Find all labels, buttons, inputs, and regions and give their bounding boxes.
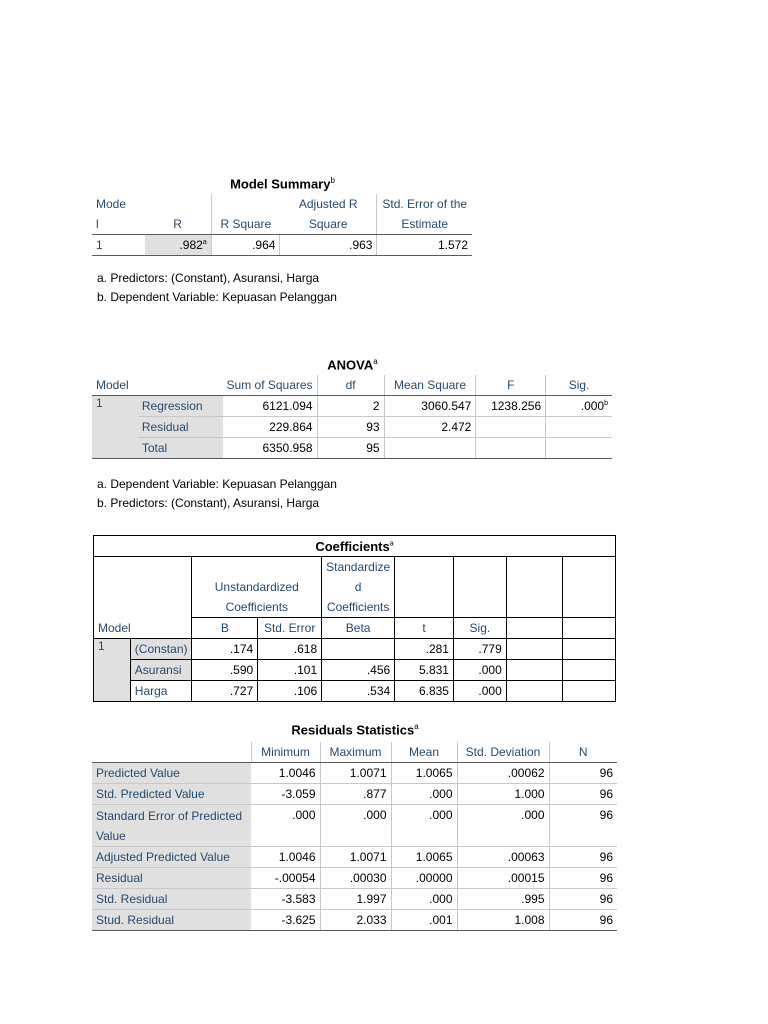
model-summary-notes [97, 269, 337, 307]
residuals-title: Residuals Statistics$^a$ [291, 722, 419, 738]
coefficients-table [93, 535, 616, 702]
cell-se-harga: .106 [258, 681, 322, 702]
header-model: Model [94, 618, 192, 639]
cell-min: 1.0046 [251, 847, 320, 868]
cell-sig-residual [546, 417, 612, 438]
cell-ss-total: 6350.958 [223, 438, 318, 459]
cell-b-harga: .727 [192, 681, 258, 702]
row-label-std-predicted-value: Std. Predicted Value [92, 784, 251, 805]
header-t: t [395, 618, 454, 639]
cell-beta-harga: .534 [322, 681, 395, 702]
cell-sd: .00015 [457, 868, 549, 889]
cell-r-square: .964 [211, 235, 280, 256]
cell-ss-residual: 229.864 [223, 417, 318, 438]
row-label-asuransi: Asuransi [130, 660, 192, 681]
header-r-square: R Square [211, 214, 280, 235]
cell-df-total: 95 [317, 438, 384, 459]
cell-max: 1.997 [320, 889, 391, 910]
cell-sd: .00062 [457, 763, 549, 784]
cell-f-residual [476, 417, 546, 438]
cell-n: 96 [549, 847, 617, 868]
table-row [92, 847, 617, 868]
row-label-adjusted-predicted-value: Adjusted Predicted Value [92, 847, 251, 868]
header-sig: Sig. [546, 375, 612, 396]
cell-max: 1.0071 [320, 763, 391, 784]
header-sum-of-squares: Sum of Squares [223, 375, 318, 396]
header-r: R [145, 214, 212, 235]
cell-f-total [476, 438, 546, 459]
cell-se-constant: .618 [258, 639, 322, 660]
model-summary-title: Model Summary$^b$ [230, 176, 335, 192]
cell-r: .982$^a$ [145, 235, 212, 256]
header-adj-r-line1: Adjusted R [298, 197, 358, 211]
anova-notes [97, 475, 337, 513]
residuals-table [92, 742, 617, 931]
table-row [92, 889, 617, 910]
header-mean-square: Mean Square [384, 375, 476, 396]
table-row [92, 763, 617, 784]
cell-max: .00030 [320, 868, 391, 889]
table-row [92, 868, 617, 889]
header-std-deviation: Std. Deviation [457, 742, 549, 763]
cell-sig-constant: .779 [453, 639, 506, 660]
row-label-harga: Harga [130, 681, 192, 702]
cell-max: .000 [320, 805, 391, 847]
anova-title: ANOVA$^a$ [327, 357, 378, 373]
cell-ms-residual: 2.472 [384, 417, 476, 438]
header-unstandardized: Unstandardized Coefficients [192, 557, 322, 618]
cell-sd: .000 [457, 805, 549, 847]
row-label-total: Total [138, 438, 223, 459]
cell-n: 96 [549, 763, 617, 784]
cell-n: 96 [549, 868, 617, 889]
note-b: b. Dependent Variable: Kepuasan Pelanggan [97, 290, 337, 304]
cell-mean: 1.0065 [391, 763, 457, 784]
table-row [92, 805, 617, 847]
anova-model-number: 1 [92, 396, 138, 459]
cell-n: 96 [549, 889, 617, 910]
row-label-residual: Residual [92, 868, 251, 889]
header-std-error-line1: Std. Error of the [377, 194, 472, 214]
cell-n: 96 [549, 910, 617, 931]
table-row [92, 784, 617, 805]
note-b: b. Predictors: (Constant), Asuransi, Harga [97, 496, 320, 510]
cell-se-asuransi: .101 [258, 660, 322, 681]
header-std-error: Std. Error [258, 618, 322, 639]
cell-sig-total [546, 438, 612, 459]
cell-t-asuransi: 5.831 [395, 660, 454, 681]
table-row [92, 910, 617, 931]
cell-mean: .000 [391, 784, 457, 805]
coef-model-number: 1 [94, 639, 131, 702]
header-adj-r-line2: Square [280, 214, 377, 235]
note-a: a. Predictors: (Constant), Asuransi, Harga [97, 271, 320, 285]
header-model-line2: l [92, 214, 145, 235]
header-b: B [192, 618, 258, 639]
cell-f-regression: 1238.256 [476, 396, 546, 417]
header-minimum: Minimum [251, 742, 320, 763]
cell-sig-asuransi: .000 [453, 660, 506, 681]
cell-n: 96 [549, 805, 617, 847]
cell-max: 1.0071 [320, 847, 391, 868]
cell-min: -3.059 [251, 784, 320, 805]
cell-sd: 1.008 [457, 910, 549, 931]
cell-sd: 1.000 [457, 784, 549, 805]
cell-mean: .001 [391, 910, 457, 931]
cell-t-harga: 6.835 [395, 681, 454, 702]
cell-ms-total [384, 438, 476, 459]
cell-mean: 1.0065 [391, 847, 457, 868]
cell-max: .877 [320, 784, 391, 805]
row-model: 1 [92, 235, 145, 256]
cell-min: .000 [251, 805, 320, 847]
cell-sig-regression: .000$^b$ [546, 396, 612, 417]
header-sig: Sig. [453, 618, 506, 639]
cell-mean: .000 [391, 805, 457, 847]
cell-beta-asuransi: .456 [322, 660, 395, 681]
row-label-predicted-value: Predicted Value [92, 763, 251, 784]
cell-t-constant: .281 [395, 639, 454, 660]
row-label-constant: (Constan) [130, 639, 192, 660]
cell-df-regression: 2 [317, 396, 384, 417]
header-standardized: Standardize d Coefficients [322, 557, 395, 618]
row-label-stud-residual: Stud. Residual [92, 910, 251, 931]
header-model: Model [92, 375, 138, 396]
row-label-std-residual: Std. Residual [92, 889, 251, 910]
anova-table [92, 375, 612, 459]
cell-std-error: 1.572 [377, 235, 472, 256]
cell-min: -3.583 [251, 889, 320, 910]
cell-mean: .00000 [391, 868, 457, 889]
cell-df-residual: 93 [317, 417, 384, 438]
row-label-regression: Regression [138, 396, 223, 417]
cell-min: 1.0046 [251, 763, 320, 784]
header-df: df [317, 375, 384, 396]
cell-beta-constant [322, 639, 395, 660]
coefficients-title: Coefficients$^a$ [94, 536, 616, 557]
model-summary-table [92, 194, 472, 256]
header-std-error-line2: Estimate [377, 214, 472, 235]
cell-min: -3.625 [251, 910, 320, 931]
note-a: a. Dependent Variable: Kepuasan Pelanggan [97, 477, 337, 491]
cell-mean: .000 [391, 889, 457, 910]
header-f: F [476, 375, 546, 396]
cell-ss-regression: 6121.094 [223, 396, 318, 417]
cell-sd: .00063 [457, 847, 549, 868]
header-beta: Beta [322, 618, 395, 639]
cell-adj-r-square: .963 [280, 235, 377, 256]
cell-b-constant: .174 [192, 639, 258, 660]
cell-min: -.00054 [251, 868, 320, 889]
cell-ms-regression: 3060.547 [384, 396, 476, 417]
cell-max: 2.033 [320, 910, 391, 931]
cell-sd: .995 [457, 889, 549, 910]
header-mean: Mean [391, 742, 457, 763]
header-model-line1: Mode [96, 197, 127, 211]
header-n: N [549, 742, 617, 763]
header-maximum: Maximum [320, 742, 391, 763]
cell-n: 96 [549, 784, 617, 805]
cell-sig-harga: .000 [453, 681, 506, 702]
row-label-residual: Residual [138, 417, 223, 438]
cell-b-asuransi: .590 [192, 660, 258, 681]
row-label-std-error-predicted: Standard Error of Predicted Value [92, 805, 251, 847]
